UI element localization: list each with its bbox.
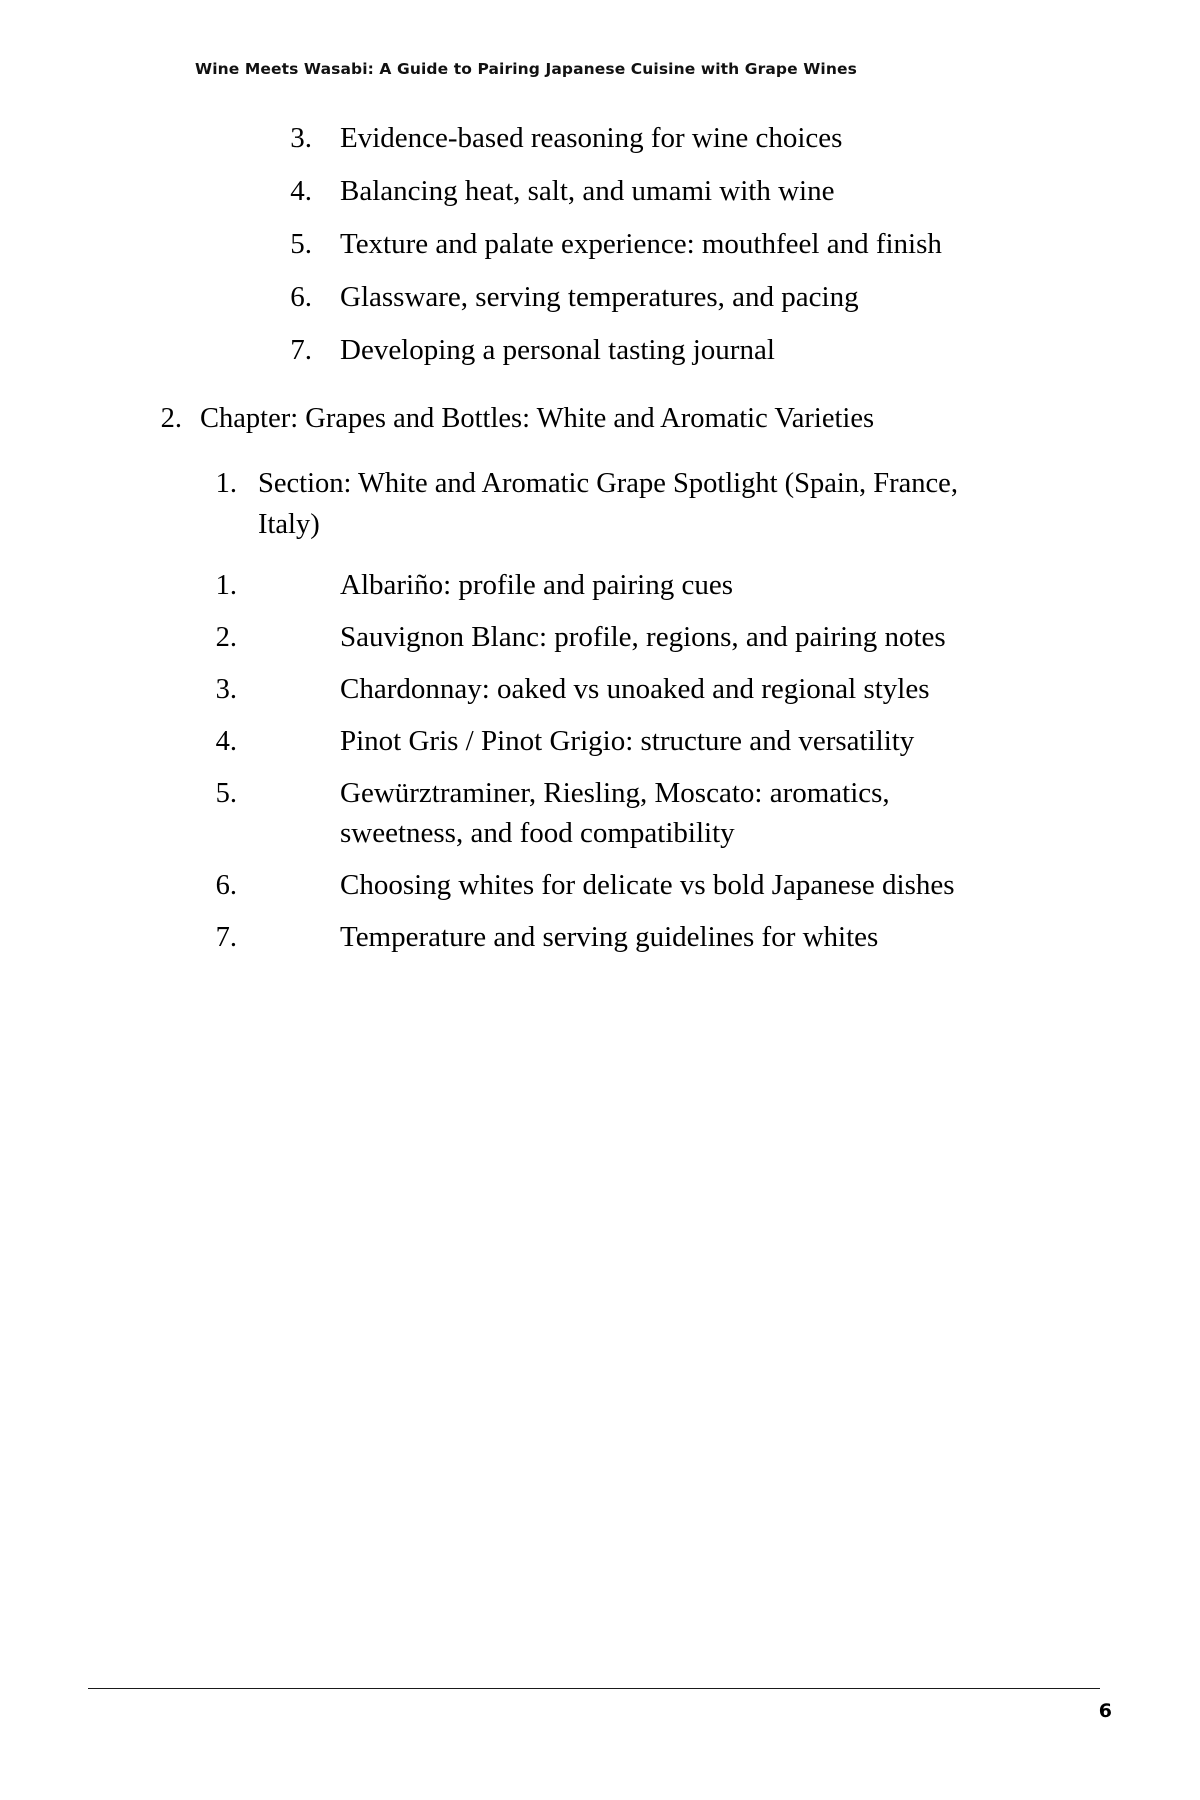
chapter-title: Chapter: Grapes and Bottles: White and Aromatic Varieties (200, 403, 875, 434)
section-sub-items-list (140, 565, 1070, 957)
outline-content (140, 118, 1070, 969)
list-item (140, 617, 1070, 657)
footer-rule (88, 1688, 1100, 1689)
list-item-number: 3. (290, 122, 312, 154)
list-item (140, 917, 1070, 957)
list-item (140, 865, 1070, 905)
list-item-number: 2. (215, 622, 237, 653)
list-item (140, 224, 1070, 264)
section-title: Section: White and Aromatic Grape Spotlight (Spain, France, Italy) (258, 468, 958, 540)
list-item-label: Balancing heat, salt, and umami with wine (340, 175, 835, 207)
list-item-number: 7. (215, 922, 237, 953)
list-item (140, 669, 1070, 709)
list-item-number: 6. (215, 870, 237, 901)
list-item-label: Choosing whites for delicate vs bold Japanese dishes (340, 869, 955, 901)
list-item-label: Sauvignon Blanc: profile, regions, and pairing notes (340, 621, 946, 653)
chapter-list (140, 398, 1070, 957)
list-item (140, 277, 1070, 317)
list-item (140, 171, 1070, 211)
list-item-number: 5. (215, 778, 237, 809)
chapter-number: 2. (160, 403, 182, 434)
list-item-number: 1. (215, 570, 237, 601)
list-item (140, 721, 1070, 761)
list-item-label: Glassware, serving temperatures, and pacing (340, 281, 859, 313)
section-number: 1. (215, 468, 237, 499)
list-item-label: Evidence-based reasoning for wine choices (340, 122, 843, 154)
list-item (140, 330, 1070, 370)
list-item (140, 773, 1070, 853)
list-item-number: 4. (290, 175, 312, 207)
list-item-number: 5. (290, 228, 312, 260)
running-head: Wine Meets Wasabi: A Guide to Pairing Japanese Cuisine with Grape Wines (195, 60, 857, 78)
section-list (140, 463, 1070, 957)
continued-sub-items-list (140, 118, 1070, 370)
list-item-label: Albariño: profile and pairing cues (340, 569, 733, 601)
list-item-label: Temperature and serving guidelines for whites (340, 921, 879, 953)
list-item-label: Chardonnay: oaked vs unoaked and regional styles (340, 673, 930, 705)
list-item-label: Pinot Gris / Pinot Grigio: structure and versatility (340, 725, 915, 757)
chapter-item (140, 398, 1070, 957)
list-item (140, 118, 1070, 158)
list-item-number: 6. (290, 281, 312, 313)
list-item-number: 4. (215, 726, 237, 757)
list-item-label: Gewürztraminer, Riesling, Moscato: aromatics, sweetness, and food compatibility (340, 777, 890, 849)
list-item (140, 565, 1070, 605)
list-item-number: 7. (290, 334, 312, 366)
list-item-number: 3. (215, 674, 237, 705)
list-item-label: Developing a personal tasting journal (340, 334, 775, 366)
section-item (140, 463, 1070, 957)
page-number: 6 (1098, 1700, 1112, 1722)
list-item-label: Texture and palate experience: mouthfeel and finish (340, 228, 942, 260)
